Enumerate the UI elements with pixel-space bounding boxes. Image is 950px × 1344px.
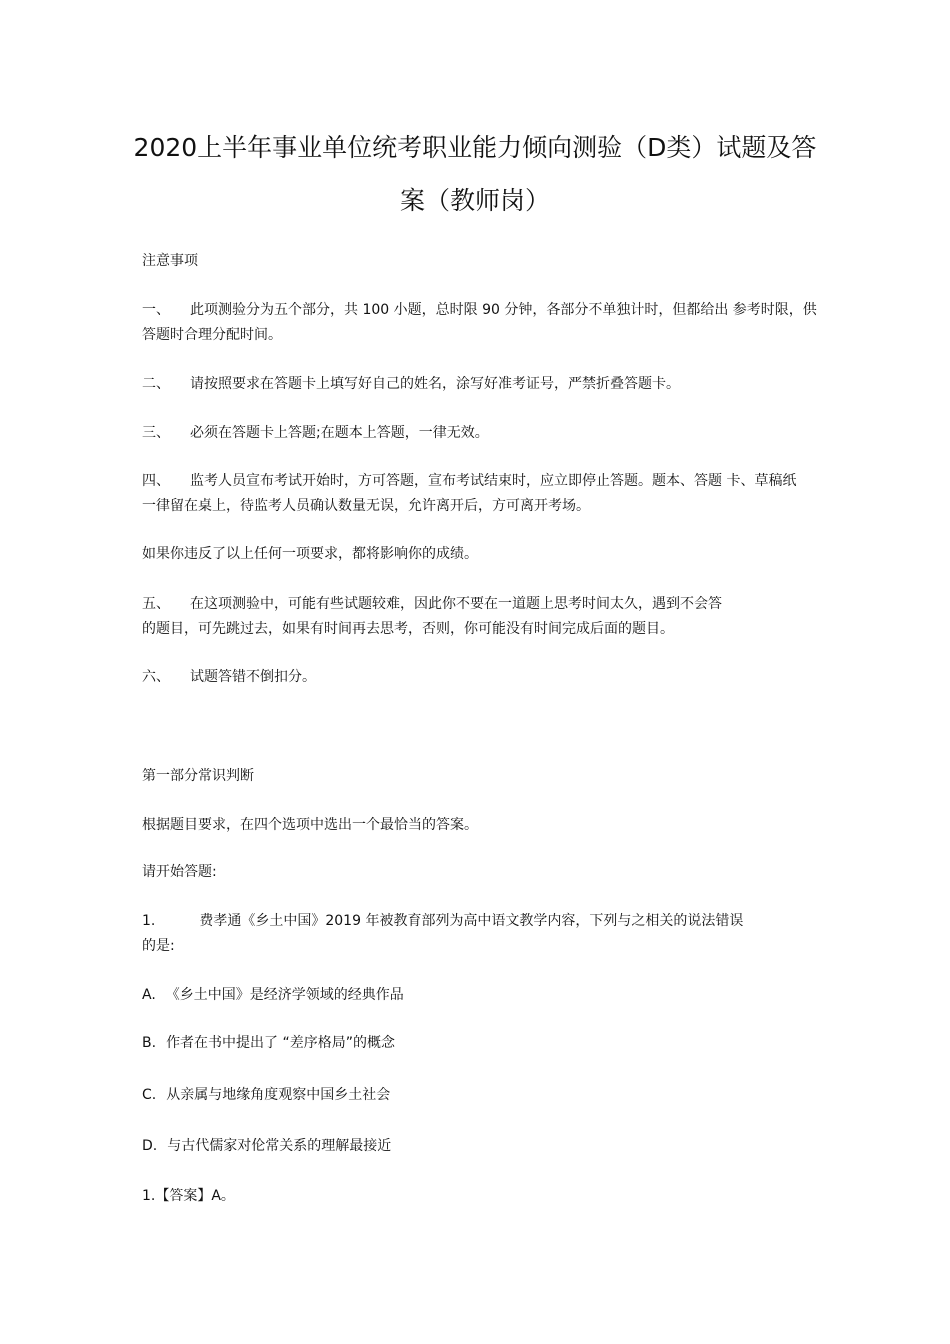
notice-item-4-continued: 一律留在桌上，待监考人员确认数量无误，允许离开后，方可离开考场。 (142, 498, 590, 514)
option-label: D. (142, 1138, 158, 1154)
option-text: 作者在书中提出了 “差序格局”的概念 (166, 1035, 396, 1051)
option-c (142, 1086, 390, 1104)
notice-item-6 (142, 668, 316, 686)
option-d (142, 1137, 391, 1155)
notice-item-text: 请按照要求在答题卡上填写好自己的姓名，涂写好准考证号，严禁折叠答题卡。 (190, 376, 680, 392)
notice-item-3 (142, 424, 489, 442)
notice-item-text: 监考人员宣布考试开始时，方可答题，宣布考试结束时，应立即停止答题。题本、答题 卡、草稿纸 (190, 473, 797, 489)
notice-item-1 (142, 301, 817, 319)
option-text: 《乡土中国》是经济学领域的经典作品 (165, 987, 404, 1003)
document-title-line-1: 2020上半年事业单位统考职业能力倾向测验（D类）试题及答 (133, 133, 817, 162)
notice-item-4 (142, 472, 796, 490)
notice-item-number: 四、 (142, 473, 170, 489)
notice-item-number: 一、 (142, 302, 170, 318)
notice-item-number: 二、 (142, 376, 170, 392)
section-instruction: 根据题目要求，在四个选项中选出一个最恰当的答案。 (142, 817, 478, 833)
option-b (142, 1034, 395, 1052)
notice-item-text: 必须在答题卡上答题;在题本上答题，一律无效。 (190, 425, 489, 441)
option-label: B. (142, 1035, 157, 1051)
document-title-line-2: 案（教师岗） (399, 186, 550, 215)
notice-item-number: 三、 (142, 425, 170, 441)
notice-item-text: 试题答错不倒扣分。 (190, 669, 316, 685)
notice-item-2 (142, 375, 680, 393)
notice-item-5-continued: 的题目，可先跳过去，如果有时间再去思考，否则，你可能没有时间完成后面的题目。 (142, 621, 674, 637)
question-number: 1. (142, 913, 156, 929)
option-text: 与古代儒家对伦常关系的理解最接近 (167, 1138, 392, 1154)
notice-warning: 如果你违反了以上任何一项要求，都将影响你的成绩。 (142, 546, 478, 562)
option-text: 从亲属与地缘角度观察中国乡土社会 (166, 1087, 391, 1103)
option-label: C. (142, 1087, 157, 1103)
question-1-continued: 的是: (142, 938, 175, 954)
option-a (142, 986, 404, 1004)
question-text: 费孝通《乡土中国》2019 年被教育部列为高中语文教学内容，下列与之相关的说法错误 (199, 913, 744, 929)
section-start-prompt: 请开始答题: (142, 864, 217, 880)
notice-item-5 (142, 595, 722, 613)
notice-item-number: 六、 (142, 669, 170, 685)
notice-item-text: 在这项测验中，可能有些试题较难，因此你不要在一道题上思考时间太久，遇到不会答 (190, 596, 722, 612)
question-1 (142, 912, 743, 930)
notice-item-1-continued: 答题时合理分配时间。 (142, 327, 282, 343)
option-label: A. (142, 987, 156, 1003)
answer-1: 1.【答案】A。 (142, 1188, 235, 1204)
notice-heading: 注意事项 (142, 253, 198, 269)
notice-item-number: 五、 (142, 596, 170, 612)
notice-item-text: 此项测验分为五个部分，共 100 小题，总时限 90 分钟，各部分不单独计时，但都给出 参考时限，供 (190, 302, 817, 318)
section-heading: 第一部分常识判断 (142, 768, 254, 784)
